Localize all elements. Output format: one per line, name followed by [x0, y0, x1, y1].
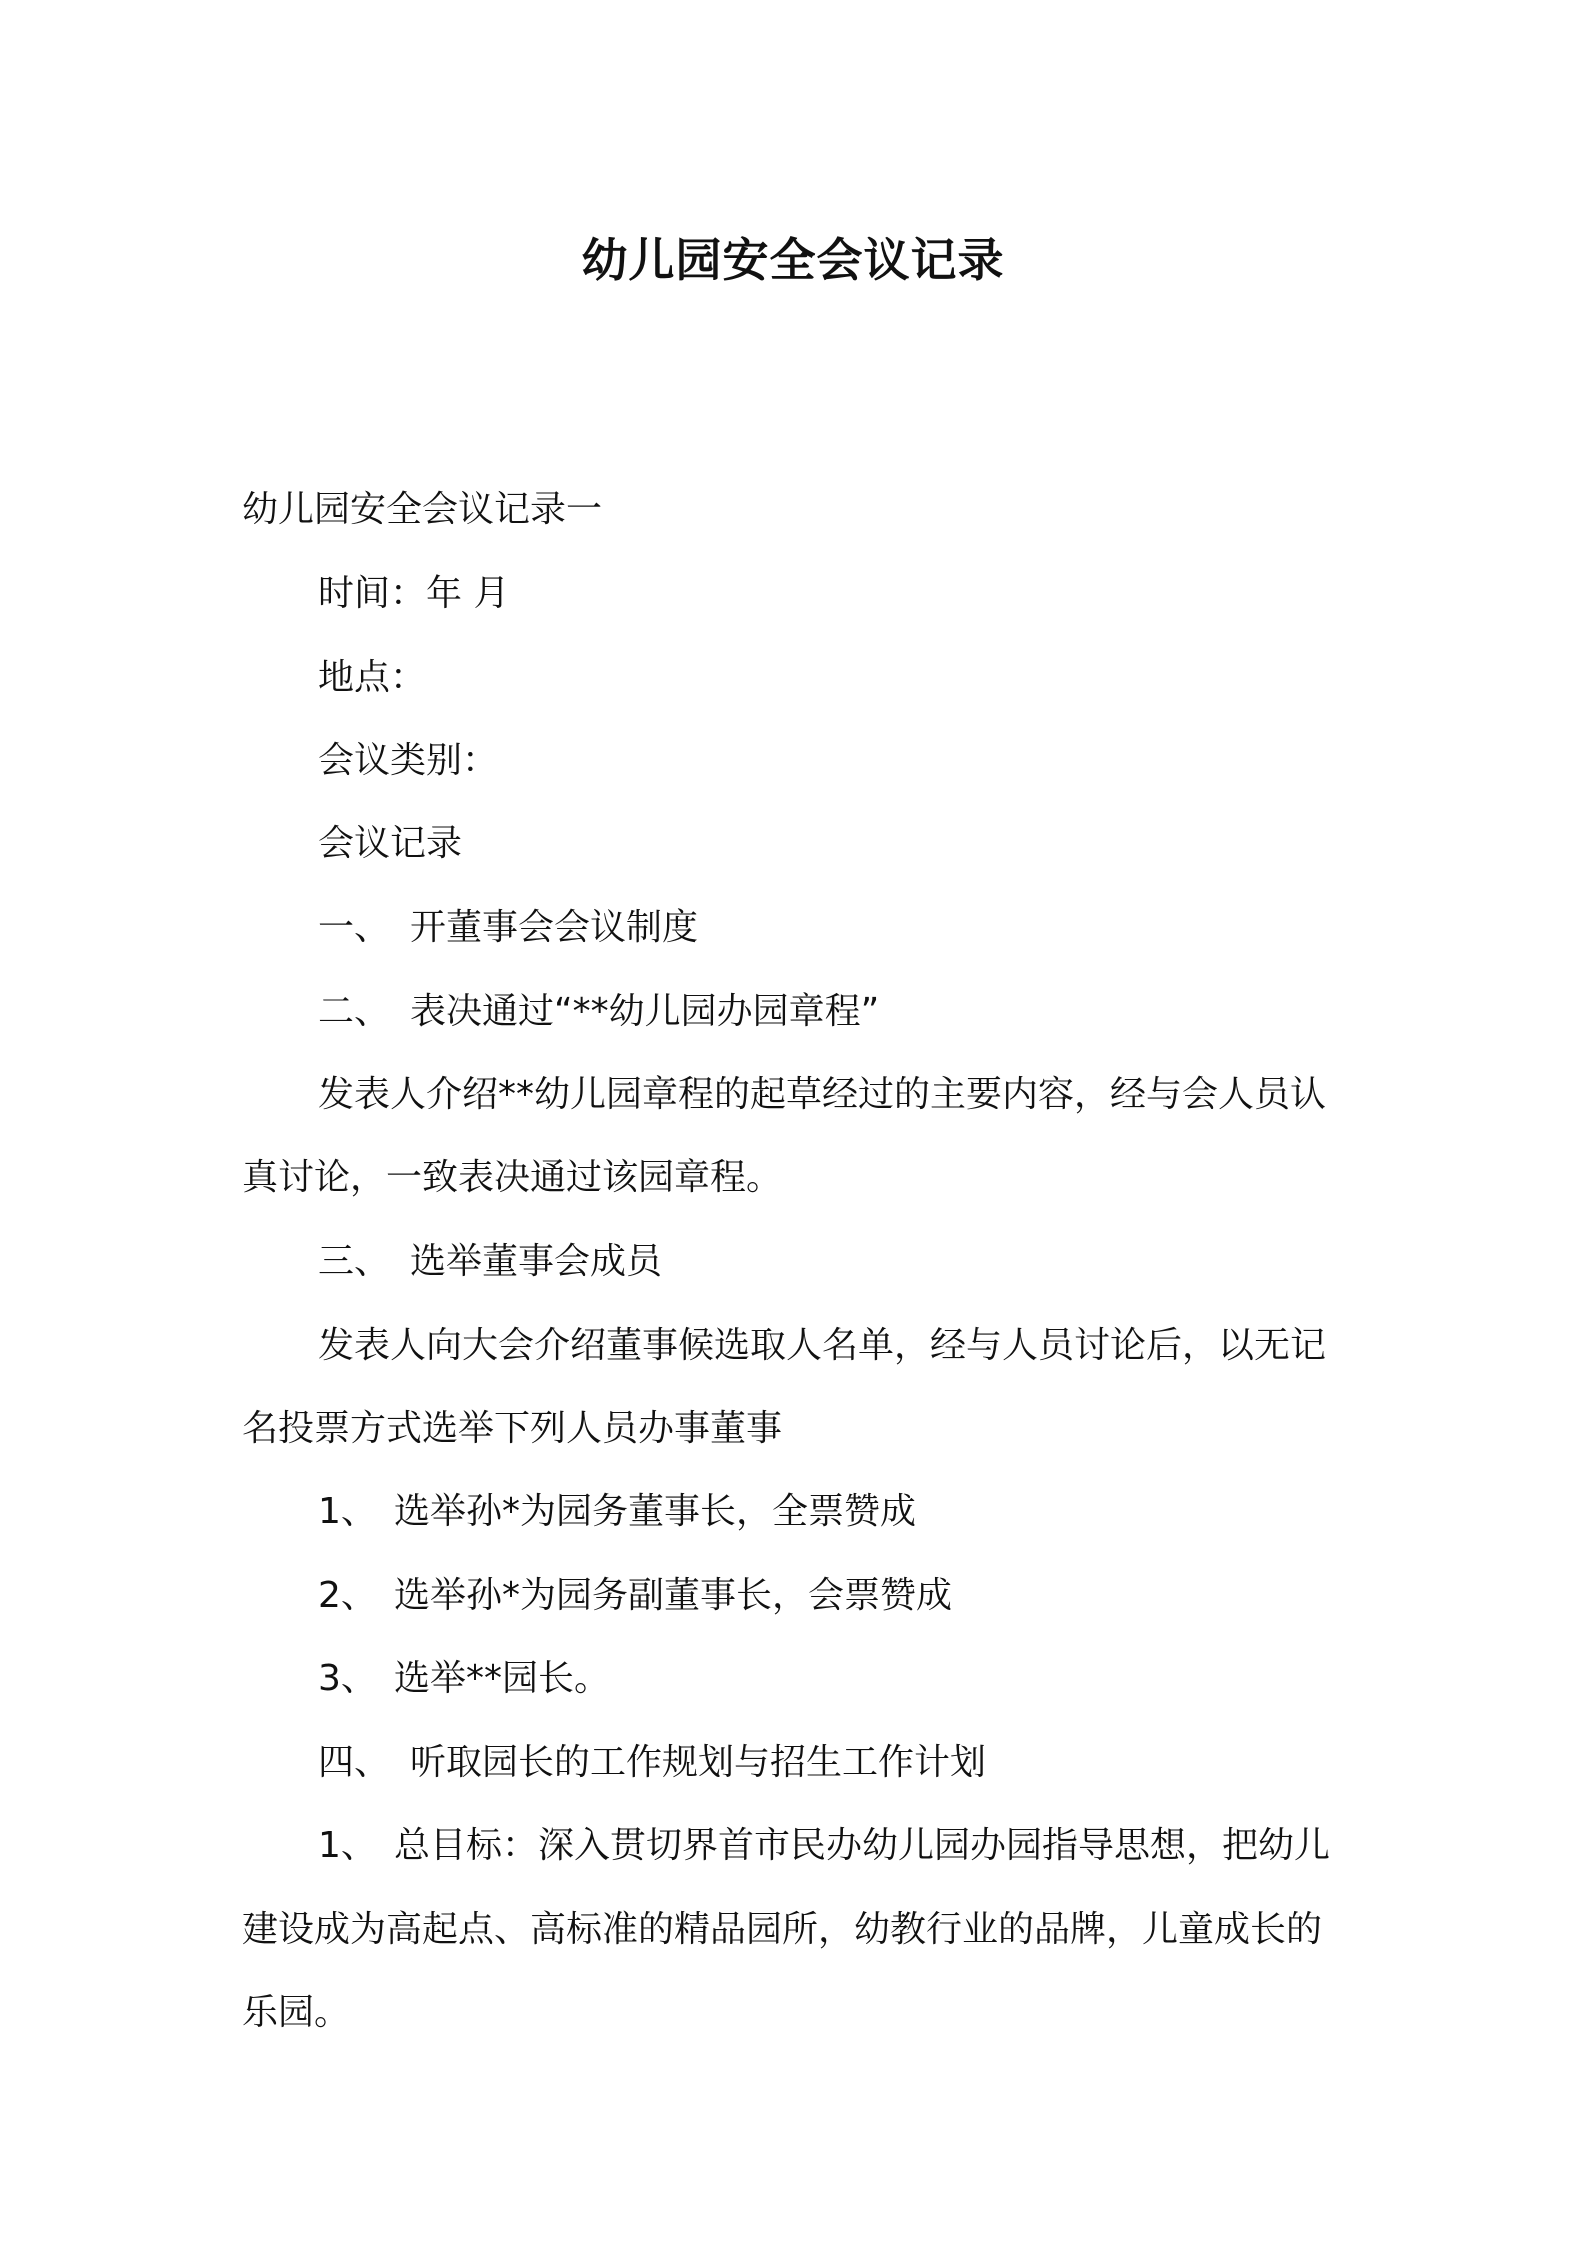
item-number: 三、 [318, 1241, 391, 1282]
paragraph-line: 发表人介绍**幼儿园章程的起草经过的主要内容，经与会人员认 [318, 1074, 1327, 1115]
record-label: 会议记录 [318, 823, 463, 864]
subtitle: 幼儿园安全会议记录一 [242, 489, 603, 530]
paragraph-line: 真讨论，一致表决通过该园章程。 [242, 1157, 783, 1198]
list-item [318, 1572, 952, 1620]
list-item [318, 1739, 986, 1787]
item-number: 2、 [318, 1575, 377, 1616]
item-number: 二、 [318, 991, 391, 1032]
item-text: 开董事会会议制度 [410, 907, 699, 948]
item-text: 选举**园长。 [394, 1658, 611, 1699]
item-number: 一、 [318, 907, 391, 948]
list-item [318, 1655, 610, 1703]
item-number: 1、 [318, 1825, 377, 1866]
item-text: 总目标：深入贯切界首市民办幼儿园办园指导思想，把幼儿 [394, 1825, 1331, 1866]
item-number: 1、 [318, 1491, 377, 1532]
paragraph-line: 乐园。 [242, 1992, 351, 2033]
paragraph-line: 发表人向大会介绍董事候选取人名单，经与人员讨论后，以无记 [318, 1325, 1327, 1366]
list-item [318, 1488, 916, 1536]
paragraph-line: 名投票方式选举下列人员办事董事 [242, 1408, 783, 1449]
page-title: 幼儿园安全会议记录 [581, 233, 1005, 287]
category-label: 会议类别： [318, 740, 499, 781]
item-text: 听取园长的工作规划与招生工作计划 [410, 1742, 987, 1783]
list-item [318, 988, 879, 1036]
item-text: 选举孙*为园务董事长，全票赞成 [394, 1491, 917, 1532]
place-label: 地点： [318, 657, 427, 698]
item-number: 3、 [318, 1658, 377, 1699]
item-text: 选举孙*为园务副董事长，会票赞成 [394, 1575, 953, 1616]
paragraph-line: 建设成为高起点、高标准的精品园所，幼教行业的品牌，儿童成长的 [242, 1909, 1323, 1950]
list-item [318, 1238, 662, 1286]
time-label: 时间：年 月 [318, 573, 510, 614]
list-item [318, 1822, 1330, 1870]
list-item [318, 904, 698, 952]
item-text: 表决通过“**幼儿园办园章程” [410, 991, 880, 1032]
item-number: 四、 [318, 1742, 391, 1783]
item-text: 选举董事会成员 [410, 1241, 663, 1282]
